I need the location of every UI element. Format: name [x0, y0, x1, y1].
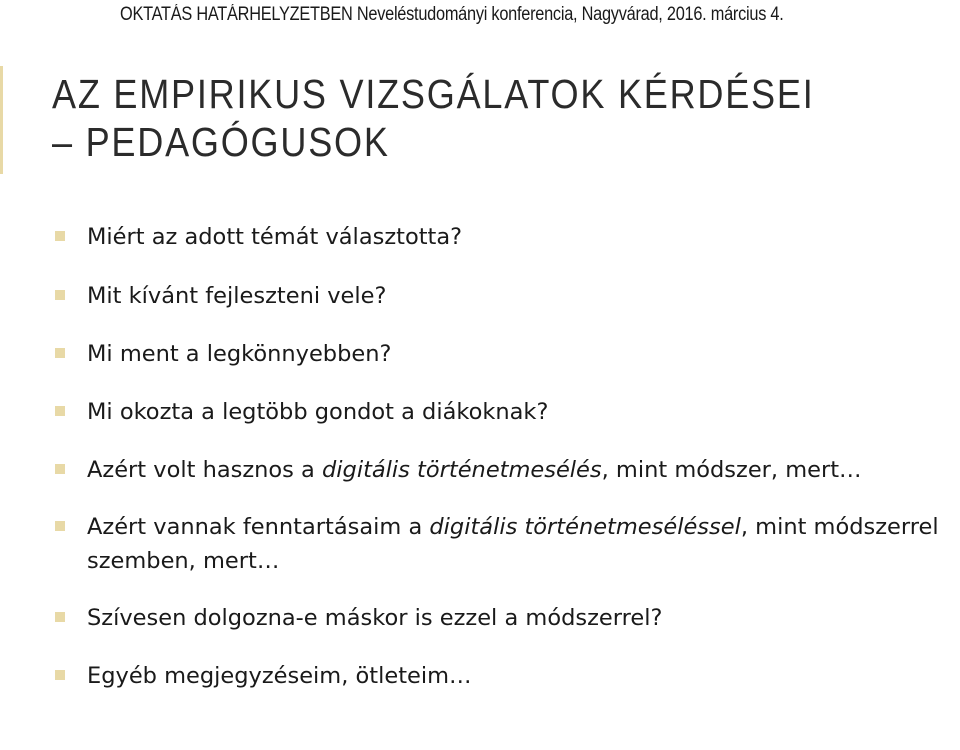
bullet-text: Azért volt hasznos a digitális történetmesélés, mint módszer, mert… — [87, 457, 862, 483]
bullet-text: Mi ment a legkönnyebben? — [87, 341, 392, 367]
square-bullet-icon — [55, 348, 65, 358]
square-bullet-icon — [55, 612, 65, 622]
bullet-item — [55, 279, 955, 313]
square-bullet-icon — [55, 464, 65, 474]
title-accent-bar — [0, 66, 3, 174]
square-bullet-icon — [55, 290, 65, 300]
square-bullet-icon — [55, 670, 65, 680]
bullet-item — [55, 601, 955, 635]
square-bullet-icon — [55, 406, 65, 416]
square-bullet-icon — [55, 521, 65, 531]
square-bullet-icon — [55, 231, 65, 241]
bullet-text: Egyéb megjegyzéseim, ötleteim… — [87, 663, 472, 689]
bullet-text: Mit kívánt fejleszteni vele? — [87, 283, 387, 309]
bullet-text: Mi okozta a legtöbb gondot a diákoknak? — [87, 399, 549, 425]
bullet-item — [55, 337, 955, 371]
bullet-item — [55, 659, 955, 693]
bullet-text: Szívesen dolgozna-e máskor is ezzel a módszerrel? — [87, 605, 663, 631]
bullet-text: Miért az adott témát választotta? — [87, 224, 463, 250]
bullet-item — [55, 510, 955, 578]
slide-title: AZ EMPIRIKUS VIZSGÁLATOK KÉRDÉSEI – PEDAGÓGUSOK — [52, 71, 815, 165]
bullet-item — [55, 220, 955, 254]
bullet-item — [55, 453, 955, 487]
bullet-item — [55, 395, 955, 429]
bullet-text: Azért vannak fenntartásaim a digitális történetmeséléssel, mint módszerrel szemben, mert… — [87, 514, 939, 574]
conference-header: OKTATÁS HATÁRHELYZETBEN Neveléstudományi konferencia, Nagyvárad, 2016. március 4. — [120, 4, 784, 25]
bullet-list — [55, 220, 955, 693]
